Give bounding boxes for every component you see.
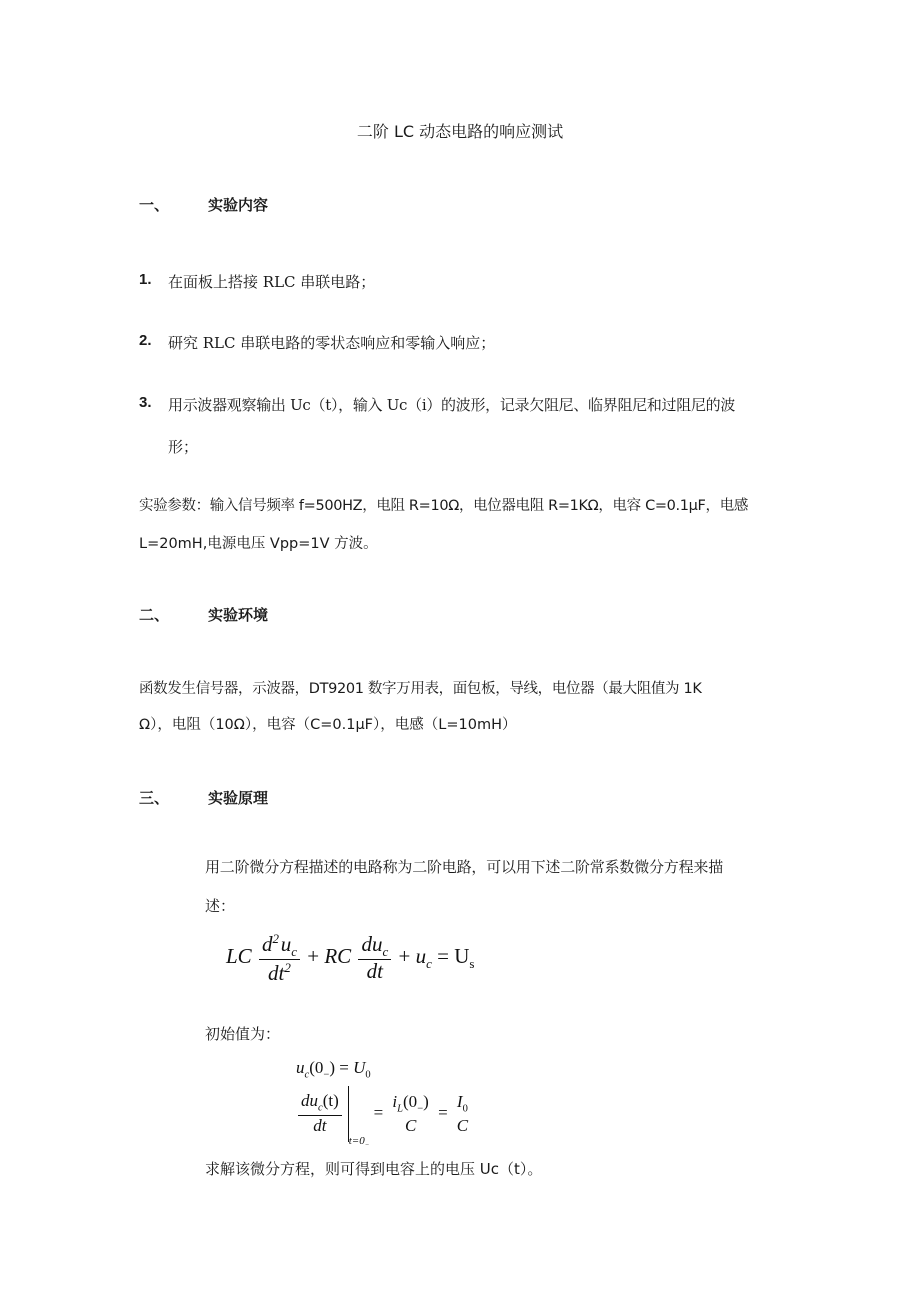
ic2-du: du (301, 1091, 318, 1111)
ic2-C2: C (456, 1115, 469, 1135)
section-1-heading: 实验内容 (208, 196, 269, 214)
eq-rc-term: RC (324, 943, 352, 968)
ic2-du-sub: c (318, 1102, 323, 1114)
ic2-i-argsub: − (417, 1103, 424, 1115)
ic2-derivative (298, 1092, 342, 1136)
ic2-C: C (404, 1115, 417, 1135)
experiment-params-line1: 实验参数：输入信号频率 f=500HZ，电阻 R=10Ω，电位器电阻 R=1KΩ，电容 C=0.1μF，电感 (139, 498, 748, 514)
eq-equals: = (437, 943, 449, 968)
eq-dt: dt (268, 961, 285, 986)
eq-du-sub: c (382, 944, 389, 960)
experiment-params-line2: L=20mH,电源电压 Vpp=1V 方波。 (139, 536, 378, 552)
list-item-1-text: 在面板上搭接 RLC 串联电路； (168, 273, 376, 291)
eq-plus-1: + (307, 943, 320, 968)
initial-values-label: 初始值为： (205, 1025, 281, 1043)
section-3-number: 三、 (139, 789, 170, 807)
ic2-eval: t=0 (348, 1134, 365, 1147)
ic2-eq-1: = (373, 1102, 384, 1122)
ic2-i-arg: (0 (403, 1091, 418, 1111)
ic1-argsub: − (323, 1069, 330, 1081)
eq-sq: 2 (272, 931, 279, 946)
list-item-3-number: 3. (139, 394, 152, 411)
ic2-i-sub: L (397, 1103, 404, 1115)
ic1-U-sub: 0 (365, 1069, 371, 1081)
differential-equation (226, 932, 474, 984)
eq-lc-term: LC (226, 943, 252, 968)
list-item-3-text-line2: 形； (168, 438, 199, 456)
list-item-2-number: 2. (139, 332, 152, 349)
ic2-dt: dt (313, 1116, 327, 1136)
ic2-eval-point (348, 1134, 370, 1150)
ic2-I-sub: 0 (462, 1103, 468, 1115)
section-3-heading: 实验原理 (208, 789, 269, 807)
list-item-1-number: 1. (139, 271, 152, 288)
ic2-du-arg: (t) (322, 1091, 339, 1111)
ic1-arg: (0 (309, 1058, 324, 1077)
ic2-i: i (392, 1091, 398, 1111)
list-item-2-text: 研究 RLC 串联电路的零状态响应和零输入响应； (168, 334, 496, 352)
eq-first-derivative (358, 934, 391, 982)
eq-c-sub: c (291, 944, 297, 960)
principle-intro-line2: 述： (205, 897, 236, 915)
section-1-number: 一、 (139, 196, 170, 214)
eq-uc: u (415, 943, 427, 968)
ic1-eq: = (339, 1058, 349, 1077)
list-item-3-text-line1: 用示波器观察输出 Uc（t），输入 Uc（i）的波形，记录欠阻尼、临界阻尼和过阻尼的波 (168, 396, 736, 414)
document-title: 二阶 LC 动态电路的响应测试 (356, 122, 564, 141)
ic2-i-close: ) (423, 1091, 429, 1111)
eq-us: U (454, 943, 470, 968)
ic2-eval-bar (348, 1086, 349, 1142)
initial-condition-1 (296, 1058, 371, 1080)
environment-text-line1: 函数发生信号器，示波器，DT9201 数字万用表，面包板，导线，电位器（最大阻值为 1K (139, 681, 702, 697)
eq-second-derivative (259, 932, 300, 984)
ic2-eval-sub: − (364, 1142, 370, 1150)
eq-u: u (280, 932, 292, 956)
ic2-current-term (389, 1093, 431, 1136)
ic1-sub: c (304, 1069, 310, 1081)
eq-s-sub: s (469, 956, 475, 972)
section-2-heading: 实验环境 (208, 606, 269, 624)
ic1-close: ) (329, 1058, 335, 1077)
eq-d: d (261, 932, 273, 956)
eq-uc-sub: c (426, 956, 432, 972)
eq-du: du (361, 932, 383, 956)
section-2-number: 二、 (139, 606, 170, 624)
ic2-I0-term (454, 1093, 471, 1136)
principle-intro-line1: 用二阶微分方程描述的电路称为二阶电路，可以用下述二阶常系数微分方程来描 (205, 858, 724, 876)
principle-conclusion: 求解该微分方程，则可得到电容上的电压 Uc（t）。 (205, 1160, 543, 1178)
ic1-u: u (296, 1058, 305, 1077)
ic2-eq-2: = (438, 1102, 448, 1122)
eq-dt-2: dt (366, 959, 383, 984)
ic1-U: U (353, 1058, 366, 1077)
environment-text-line2: Ω），电阻（10Ω），电容（C=0.1μF），电感（L=10mH） (139, 717, 517, 733)
ic2-I: I (456, 1091, 463, 1111)
initial-condition-2 (296, 1086, 473, 1150)
eq-plus-2: + (398, 943, 411, 968)
eq-t2: 2 (284, 960, 291, 976)
